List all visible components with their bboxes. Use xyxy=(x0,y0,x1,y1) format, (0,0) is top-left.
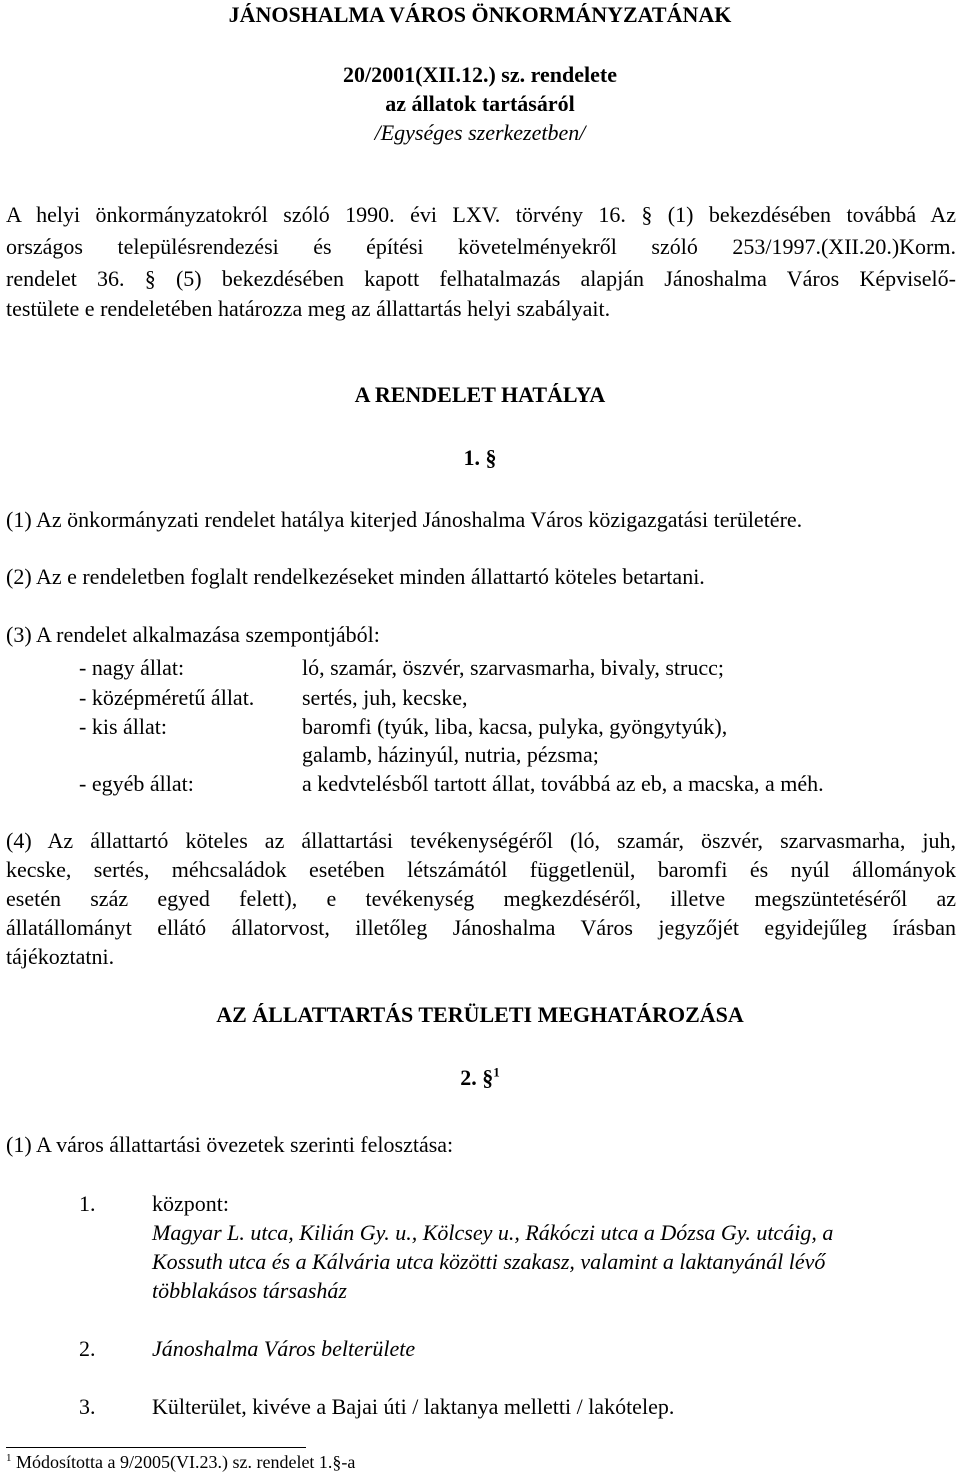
footnote-mark: 1 xyxy=(6,1452,12,1464)
zone-description-line: többlakásos társasház xyxy=(152,1278,347,1303)
zone-number: 3. xyxy=(79,1394,96,1419)
section1-para4-line-3: esetén száz egyed felett), e tevékenység megkezdéséről, illetve megszüntetéséről az xyxy=(6,886,956,911)
preamble-line-3: rendelet 36. § (5) bekezdésében kapott felhatalmazás alapján Jánoshalma Város Képviselő- xyxy=(6,266,956,291)
section2-para1: (1) A város állattartási övezetek szerinti felosztása: xyxy=(6,1132,454,1157)
section2-number-text: 2. § xyxy=(460,1065,494,1090)
zone-description-line: Magyar L. utca, Kilián Gy. u., Kölcsey u., Rákóczi utca a Dózsa Gy. utcáig, a xyxy=(152,1220,834,1245)
definition-desc: sertés, juh, kecske, xyxy=(302,685,468,710)
footnote xyxy=(6,1450,355,1474)
definition-desc: galamb, házinyúl, nutria, pézsma; xyxy=(302,742,599,767)
definition-desc: a kedvtelésből tartott állat, továbbá az eb, a macska, a méh. xyxy=(302,771,824,796)
definition-desc: baromfi (tyúk, liba, kacsa, pulyka, gyöngytyúk), xyxy=(302,714,728,739)
definition-term: - nagy állat: xyxy=(79,655,185,680)
section1-para4-line-2: kecske, sertés, méhcsaládok esetében létszámától függetlenül, baromfi és nyúl állományok xyxy=(6,857,956,882)
section1-para4-line-5: tájékoztatni. xyxy=(6,944,115,969)
section2-heading: AZ ÁLLATTARTÁS TERÜLETI MEGHATÁROZÁSA xyxy=(216,1002,744,1027)
preamble-line-4: testülete e rendeletében határozza meg az állattartás helyi szabályait. xyxy=(6,296,611,321)
footnote-text: Módosította a 9/2005(VI.23.) sz. rendelet 1.§-a xyxy=(16,1452,356,1472)
footnote-reference[interactable]: 1 xyxy=(493,1064,500,1080)
footnote-separator xyxy=(6,1447,306,1448)
section1-para3-intro: (3) A rendelet alkalmazása szempontjából: xyxy=(6,622,380,647)
document-title: JÁNOSHALMA VÁROS ÖNKORMÁNYZATÁNAK xyxy=(228,2,732,27)
section1-para1: (1) Az önkormányzati rendelet hatálya kiterjed Jánoshalma Város közigazgatási területére. xyxy=(6,507,803,532)
zone-label: központ: xyxy=(152,1191,229,1216)
decree-number: 20/2001(XII.12.) sz. rendelete xyxy=(343,62,617,87)
zone-number: 2. xyxy=(79,1336,96,1361)
definition-term: - középméretű állat. xyxy=(79,685,255,710)
definition-term: - egyéb állat: xyxy=(79,771,194,796)
zone-label: Jánoshalma Város belterülete xyxy=(152,1336,416,1361)
zone-label: Külterület, kivéve a Bajai úti / laktanya melletti / lakótelep. xyxy=(152,1394,675,1419)
section1-para2: (2) Az e rendeletben foglalt rendelkezéseket minden állattartó köteles betartani. xyxy=(6,564,705,589)
section1-para4-line-1: (4) Az állattartó köteles az állattartási tevékenységéről (ló, szamár, öszvér, szarvasmarha, juh, xyxy=(6,828,956,853)
edition-note: /Egységes szerkezetben/ xyxy=(374,120,586,145)
preamble-line-2: országos településrendezési és építési követelményekről szóló 253/1997.(XII.20.)Korm. xyxy=(6,234,956,259)
section1-heading: A RENDELET HATÁLYA xyxy=(354,382,606,407)
section2-number xyxy=(0,1063,960,1092)
section1-number: 1. § xyxy=(463,445,497,470)
preamble-line-1: A helyi önkormányzatokról szóló 1990. évi LXV. törvény 16. § (1) bekezdésében továbbá Az xyxy=(6,202,956,227)
section1-para4-line-4: állatállományt ellátó állatorvost, illetőleg Jánoshalma Város jegyzőjét egyidejűleg írásban xyxy=(6,915,956,940)
definition-term: - kis állat: xyxy=(79,714,167,739)
decree-subject: az állatok tartásáról xyxy=(385,91,575,116)
zone-description-line: Kossuth utca és a Kálvária utca közötti szakasz, valamint a laktanyánál lévő xyxy=(152,1249,826,1274)
zone-number: 1. xyxy=(79,1191,96,1216)
definition-desc: ló, szamár, öszvér, szarvasmarha, bivaly, strucc; xyxy=(302,655,724,680)
